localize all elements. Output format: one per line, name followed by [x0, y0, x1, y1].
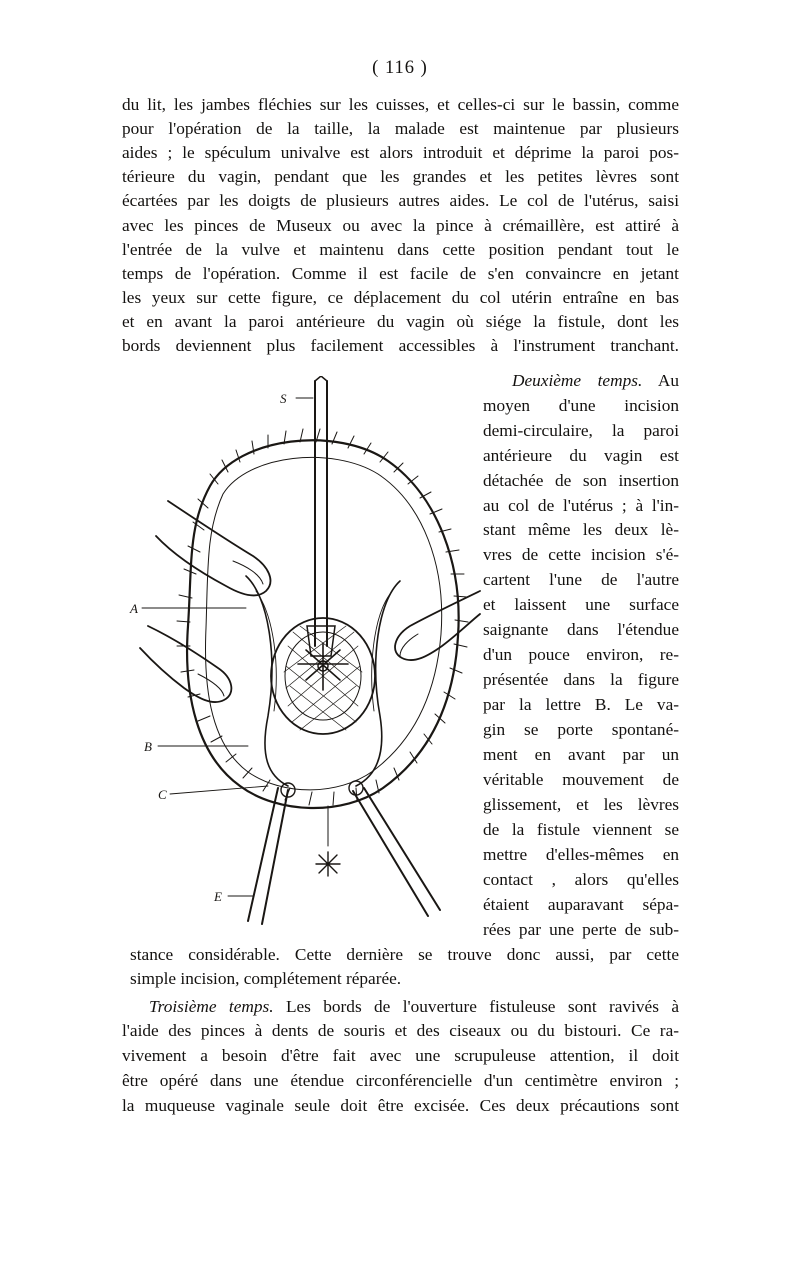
text-line: avec les pinces de Museux ou avec la pince à crémaillère, est attiré à [122, 216, 679, 235]
text-line: cartent l'une de l'autre [483, 570, 679, 589]
text-line: d'un pouce environ, re- [483, 645, 679, 664]
text-line: détachée de son insertion [483, 471, 679, 490]
surgical-illustration [128, 376, 483, 936]
text-line: stance considérable. Cette dernière se trouve donc aussi, par cette [130, 945, 679, 964]
text-line: glissement, et les lèvres [483, 795, 679, 814]
text-line: contact , alors qu'elles [483, 870, 679, 889]
text-line: l'aide des pinces à dents de souris et des ciseaux ou du bistouri. Ce ra- [122, 1021, 679, 1040]
section-heading: Troisième temps. [149, 997, 274, 1016]
text-line: véritable mouvement de [483, 770, 679, 789]
text-line: écartées par les doigts de plusieurs autres aides. Le col de l'utérus, saisi [122, 191, 679, 210]
text-line: du lit, les jambes fléchies sur les cuisses, et celles-ci sur le bassin, comme [122, 95, 679, 114]
text-line: bords deviennent plus facilement accessibles à l'instrument tranchant. [122, 336, 679, 355]
text-line: présentée dans la figure [483, 670, 679, 689]
text-line: de la fistule viennent se [483, 820, 679, 839]
label-b: B [144, 739, 152, 754]
text-line: pour l'opération de la taille, la malade est maintenue par plusieurs [122, 119, 679, 138]
text-line: saignante dans l'étendue [483, 620, 679, 639]
text-line: antérieure du vagin est [483, 446, 679, 465]
text-line: être opéré dans une étendue circonférencielle d'un centimètre environ ; [122, 1071, 679, 1090]
label-a: A [130, 601, 138, 616]
text-line: gin se porte spontané- [483, 720, 679, 739]
label-c: C [158, 787, 167, 802]
text-line: vivement a besoin d'être fait avec une scrupuleuse attention, il doit [122, 1046, 679, 1065]
text-line: et en avant la paroi antérieure du vagin où siége la fistule, dont les [122, 312, 679, 331]
page-number: ( 116 ) [372, 58, 428, 78]
text-line: les yeux sur cette figure, ce déplacement du col utérin entraîne en bas [122, 288, 679, 307]
text-line: térieure du vagin, pendant que les grandes et les petites lèvres sont [122, 167, 679, 186]
label-e: E [214, 889, 222, 904]
text-line: stant même les deux lè- [483, 520, 679, 539]
text-line: au col de l'utérus ; à l'in- [483, 496, 679, 515]
text-line: Deuxième temps. Au [512, 371, 679, 390]
text-line: par la lettre B. Le va- [483, 695, 679, 714]
text-line: la muqueuse vaginale seule doit être excisée. Ces deux précautions sont [122, 1096, 679, 1115]
text-line: rées par une perte de sub- [483, 920, 679, 939]
text-line: et laissent une surface [483, 595, 679, 614]
text-line: Troisième temps. Les bords de l'ouverture fistuleuse sont ravivés à [149, 997, 679, 1016]
text-line: mettre d'elles-mêmes en [483, 845, 679, 864]
text-line: étaient auparavant sépa- [483, 895, 679, 914]
text-line: temps de l'opération. Comme il est facile de s'en convaincre en jetant [122, 264, 679, 283]
section-heading: Deuxième temps. [512, 371, 643, 390]
text-line: vres de cette incision s'é- [483, 545, 679, 564]
text-line: moyen d'une incision [483, 396, 679, 415]
text-line: demi-circulaire, la paroi [483, 421, 679, 440]
label-s: S [280, 391, 287, 406]
text-line: l'entrée de la vulve et maintenu dans cette position pendant tout le [122, 240, 679, 259]
text-line: simple incision, complétement réparée. [130, 969, 402, 988]
text-line: ment en avant par un [483, 745, 679, 764]
text-line: aides ; le spéculum univalve est alors introduit et déprime la paroi pos- [122, 143, 679, 162]
